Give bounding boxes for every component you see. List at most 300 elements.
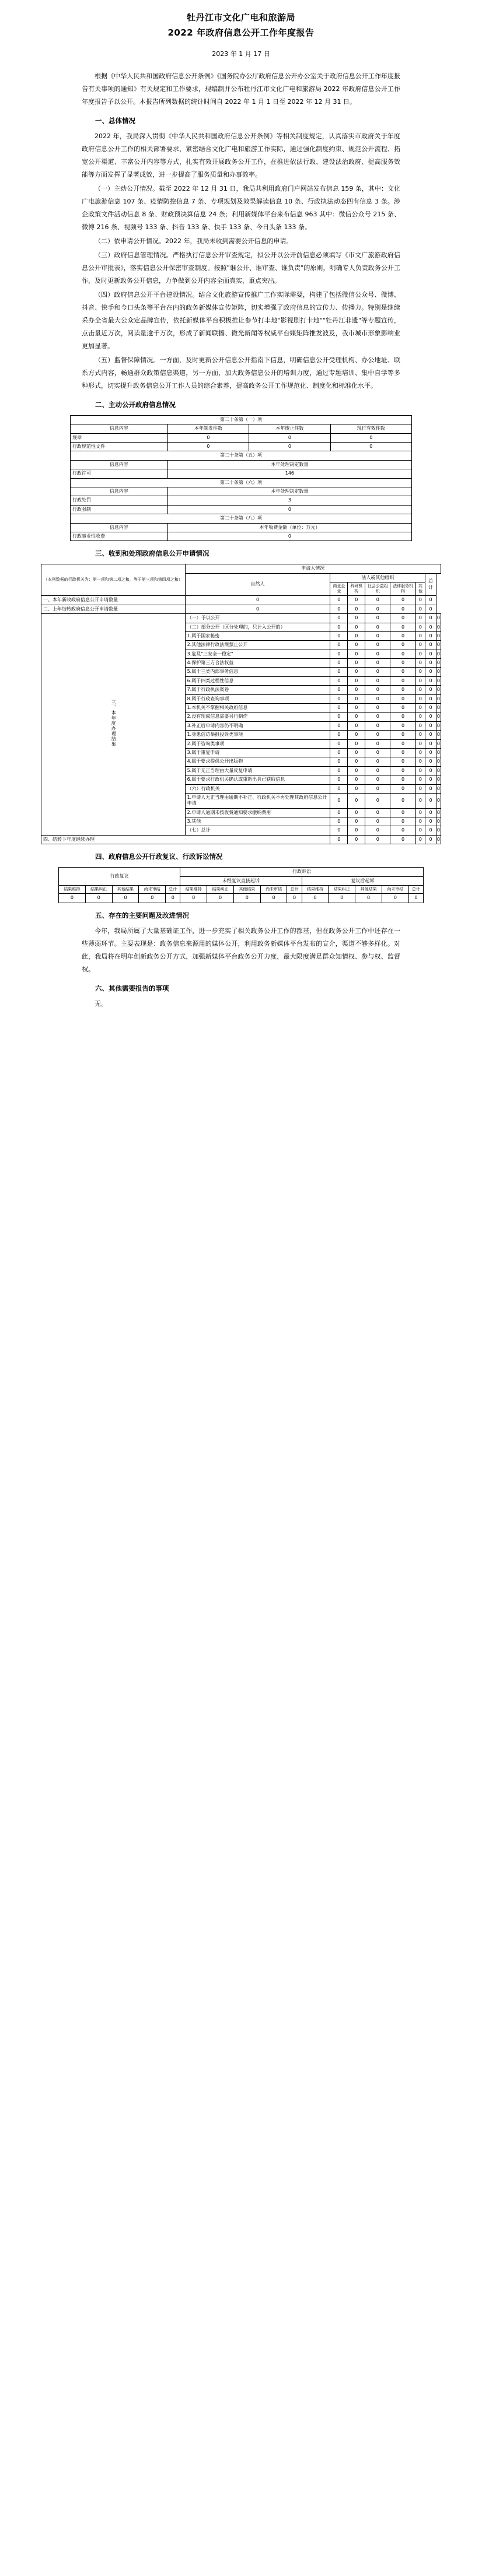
g1-r0-label: 规章 bbox=[71, 433, 168, 442]
t4-after-header: 复议后起诉 bbox=[302, 876, 423, 885]
t4-lawsuit-header: 行政诉讼 bbox=[180, 868, 424, 876]
t4-dv0: 0 bbox=[180, 894, 207, 903]
title-line-2: 2022 年政府信息公开工作年度报告 bbox=[167, 27, 315, 38]
g1-h3: 现行有效件数 bbox=[330, 424, 411, 433]
t3-r14-v3: 0 bbox=[390, 721, 415, 730]
t3-r12-v2: 0 bbox=[365, 704, 390, 713]
t3-r22-v6: 0 bbox=[436, 793, 441, 808]
t3-r14-v1: 0 bbox=[348, 721, 365, 730]
t3-r13-v2: 0 bbox=[365, 713, 390, 721]
t3-r3-v5: 0 bbox=[425, 623, 436, 631]
t4-av4: 0 bbox=[166, 894, 180, 903]
t3-r4-v1: 0 bbox=[348, 631, 365, 640]
t3-r23-v2: 0 bbox=[365, 808, 390, 817]
t3-r4-v6: 0 bbox=[436, 631, 441, 640]
t3-r26-v4: 0 bbox=[415, 835, 425, 844]
t3-r9-v3: 0 bbox=[390, 676, 415, 685]
t3-r12-label: 1.本机关不掌握相关政府信息 bbox=[185, 704, 330, 713]
section-5-p1: 今年，我局所属了大量基础证工作，进一步充实了相关政务公开工作的都基，但在政务公开工作中还存在一些薄弱环节。主要表现是：政务信息来源用的媒体公开，利用政务新媒体平台发布的宣介，渠道不够多样化。对此，我局将在明年创新政务公开方式，加强新媒体平台政务公开力度，最大限度满足群众知情权、参与权、监督权。 bbox=[82, 926, 400, 973]
t3-r13-v4: 0 bbox=[415, 713, 425, 721]
t3-r21-v6: 0 bbox=[436, 784, 441, 793]
t3-r16-v2: 0 bbox=[365, 739, 390, 748]
t3-r4-v2: 0 bbox=[365, 631, 390, 640]
t3-r11-v5: 0 bbox=[425, 694, 436, 703]
t3-r25-v2: 0 bbox=[365, 826, 390, 835]
g2-h0: 信息内容 bbox=[71, 460, 168, 469]
t4-fv0: 0 bbox=[302, 894, 329, 903]
t3-r24-v1: 0 bbox=[348, 817, 365, 826]
t3-r8-v5: 0 bbox=[425, 668, 436, 676]
group2-title: 第二十条第（五）项 bbox=[71, 451, 412, 460]
t3-r7-v4: 0 bbox=[415, 659, 425, 668]
t3-r9-label: 6.属于四类过程性信息 bbox=[185, 676, 330, 685]
t3-r11-v4: 0 bbox=[415, 694, 425, 703]
t3-r19-v5: 0 bbox=[425, 766, 436, 775]
t3-r9-v6: 0 bbox=[436, 676, 441, 685]
t3-r8-v2: 0 bbox=[365, 668, 390, 676]
g2-h1: 本年处理决定数量 bbox=[167, 460, 411, 469]
t3-r13-v1: 0 bbox=[348, 713, 365, 721]
t3-r14-v2: 0 bbox=[365, 721, 390, 730]
t4-f-c4: 总计 bbox=[408, 886, 423, 894]
t3-r5-v2: 0 bbox=[365, 641, 390, 650]
t3-r5-v3: 0 bbox=[390, 641, 415, 650]
t4-dv4: 0 bbox=[287, 894, 302, 903]
publish-date: 2023 年 1 月 17 日 bbox=[212, 50, 270, 58]
t3-r1-v2: 0 bbox=[348, 605, 365, 613]
g4-h1: 本年收费金额（单位：万元） bbox=[167, 523, 411, 532]
t3-r18-v6: 0 bbox=[436, 757, 441, 766]
g3-r0-label: 行政处罚 bbox=[71, 496, 168, 505]
t3-r4-v5: 0 bbox=[425, 631, 436, 640]
t3-r20-v0: 0 bbox=[330, 775, 348, 784]
t3-r14-v5: 0 bbox=[425, 721, 436, 730]
t3-r20-v6: 0 bbox=[436, 775, 441, 784]
table-row bbox=[71, 433, 412, 442]
t3-r13-v6: 0 bbox=[436, 713, 441, 721]
t3-r6-v2: 0 bbox=[365, 650, 390, 658]
g3-r0-v0: 3 bbox=[167, 496, 411, 505]
t3-r11-v2: 0 bbox=[365, 694, 390, 703]
t3-r21-v3: 0 bbox=[390, 784, 415, 793]
table-row bbox=[41, 564, 441, 573]
section-6-title: 六、其他需要报告的事项 bbox=[95, 984, 169, 992]
intro-paragraph: 根据《中华人民共和国政府信息公开条例》《国务院办公厅政府信息公开办公室关于政府信息公开工作年度报告有关事项的通知》有关规定和工作要求，现编制并公布牡丹江市文化广电和旅游局 2022 年政府信息公开工作年度报告予以公开。本报告所列数据的统计时间自 2022 年 1 月 1 日至 2022 年 12 月 31 日。 bbox=[82, 72, 400, 106]
section-3-title: 三、收到和处理政府信息公开申请情况 bbox=[95, 549, 209, 558]
t3-r24-v0: 0 bbox=[330, 817, 348, 826]
g1-h1: 本年制发件数 bbox=[167, 424, 249, 433]
t3-r24-label: 3.其他 bbox=[185, 817, 330, 826]
t3-r10-v2: 0 bbox=[365, 686, 390, 694]
table-row bbox=[71, 424, 412, 433]
document-page bbox=[0, 10, 482, 1020]
t3-r7-v3: 0 bbox=[390, 659, 415, 668]
t3-r13-v3: 0 bbox=[390, 713, 415, 721]
t3-r6-v4: 0 bbox=[415, 650, 425, 658]
table-row bbox=[71, 532, 412, 541]
t3-r6-v0: 0 bbox=[330, 650, 348, 658]
t3-r21-v2: 0 bbox=[365, 784, 390, 793]
t3-r15-v5: 0 bbox=[425, 731, 436, 739]
t3-r17-v0: 0 bbox=[330, 748, 348, 757]
t3-r8-v4: 0 bbox=[415, 668, 425, 676]
g1-r1-v1: 0 bbox=[249, 443, 330, 451]
t3-r16-v3: 0 bbox=[390, 739, 415, 748]
t3-r10-v4: 0 bbox=[415, 686, 425, 694]
t3-r24-v6: 0 bbox=[436, 817, 441, 826]
g1-r1-v2: 0 bbox=[330, 443, 411, 451]
g4-r0-v0: 0 bbox=[167, 532, 411, 541]
t3-r20-v2: 0 bbox=[365, 775, 390, 784]
t3-r22-v0: 0 bbox=[330, 793, 348, 808]
t3-r1-v1: 0 bbox=[330, 605, 348, 613]
t3-r14-v4: 0 bbox=[415, 721, 425, 730]
table3-sub-org: 法人或其他组织 bbox=[330, 573, 425, 582]
section-1-p2: （一）主动公开情况。截至 2022 年 12 月 31 日，我局共利用政府门户网站发布信息 159 条，其中：文化广电旅游信息 107 条、疫情防控信息 7 条、专项规划及效果解读信息 10 条、行政执法动态四有信息 3 条。涉企政策文件活动信息 8 条、财政预决算信息 24 条；利用新媒体平台来布信息 963 其中：微信公众号 215 条、微博 216 条、视频号 133 条、抖音 133 条、快手 133 条、今日头条 133 条。 bbox=[82, 184, 400, 231]
t3-r19-v1: 0 bbox=[348, 766, 365, 775]
t3-r11-v0: 0 bbox=[330, 694, 348, 703]
t3-r13-label: 2.没有现成信息需要另行制作 bbox=[185, 713, 330, 721]
table3-corner: （本列数据的行政机关为：第一项和第二项之和，等于第三项和第四项之和） bbox=[41, 564, 186, 596]
t3-r18-v1: 0 bbox=[348, 757, 365, 766]
group1-title: 第二十条第（一）项 bbox=[71, 415, 412, 424]
t3-r10-v6: 0 bbox=[436, 686, 441, 694]
g1-r1-label: 行政规范性文件 bbox=[71, 443, 168, 451]
g2-r0-label: 行政许可 bbox=[71, 469, 168, 478]
table-row bbox=[59, 868, 424, 876]
table3-org-4: 法律服务机构 bbox=[390, 582, 415, 596]
t3-r15-v1: 0 bbox=[348, 731, 365, 739]
table-4-wrapper bbox=[0, 867, 482, 903]
section-1-p3: （二）依申请公开情况。2022 年，我局未收到需要公开信息的申请。 bbox=[95, 237, 293, 245]
t3-r17-v4: 0 bbox=[415, 748, 425, 757]
table3-side-label: 三、本年度办理结果 bbox=[41, 614, 186, 836]
t3-r18-v4: 0 bbox=[415, 757, 425, 766]
title-line-1: 牡丹江市文化广电和旅游局 bbox=[186, 12, 295, 23]
t4-fv3: 0 bbox=[382, 894, 408, 903]
t3-r6-v5: 0 bbox=[425, 650, 436, 658]
t3-r23-label: 2.申请人逾期未按收费通知要求缴纳费用 bbox=[185, 808, 330, 817]
t3-r5-v5: 0 bbox=[425, 641, 436, 650]
g1-h0: 信息内容 bbox=[71, 424, 168, 433]
t3-r21-v1: 0 bbox=[348, 784, 365, 793]
t3-r4-v0: 0 bbox=[330, 631, 348, 640]
review-lawsuit-table bbox=[58, 867, 424, 903]
section-1-p4: （三）政府信息管理情况。严格执行信息公开审查规定，拟公开以公开前信息必须填写《市文广旅游政府信息公开审批表》，落实信息公开保密审查制度。按照"谁公开、谁审查、谁负责"的原则，明确专人负责政务公开工作，及时更新政务公开信息，力争做到公开内容全面真实、重点突出。 bbox=[82, 251, 400, 285]
t3-r25-v1: 0 bbox=[348, 826, 365, 835]
t3-r26-v0: 0 bbox=[330, 835, 348, 844]
t4-a-c0: 结果维持 bbox=[59, 886, 86, 894]
t4-admin-header: 行政复议 bbox=[59, 868, 180, 886]
t3-r1-label: 二、上年结转政府信息公开申请数量 bbox=[41, 605, 186, 613]
t3-r4-label: 1.属于国家秘密 bbox=[185, 631, 330, 640]
t3-r22-v4: 0 bbox=[415, 793, 425, 808]
section-2-title: 二、主动公开政府信息情况 bbox=[95, 400, 176, 409]
t3-r0-v4: 0 bbox=[390, 596, 415, 605]
t3-r19-v3: 0 bbox=[390, 766, 415, 775]
t3-r3-v1: 0 bbox=[348, 623, 365, 631]
t3-r12-v5: 0 bbox=[425, 704, 436, 713]
table-row bbox=[59, 894, 424, 903]
t3-r7-v0: 0 bbox=[330, 659, 348, 668]
t3-r11-v6: 0 bbox=[436, 694, 441, 703]
t3-r12-v0: 0 bbox=[330, 704, 348, 713]
section-1-p1: 2022 年，我局深入贯彻《中华人民共和国政府信息公开条例》等相关制度规定，认真落实市政府关于年度政府信息公开工作的相关部署要求，紧密结合文化广电和旅游工作实际，通过强化制度约束、规范公开流程、拓宽公开渠道、丰富公开内容等方式，扎实有效开展政务公开工作，在推进依法行政、建设法治政府、提高服务效能等方面发挥了显著成效，进一步提高了服务质量和办事效率。 bbox=[82, 132, 400, 178]
t4-fv4: 0 bbox=[408, 894, 423, 903]
t4-d-c1: 结果纠正 bbox=[207, 886, 234, 894]
table3-sub-total: 总计 bbox=[425, 573, 436, 596]
t3-r21-v0: 0 bbox=[330, 784, 348, 793]
t3-r24-v3: 0 bbox=[390, 817, 415, 826]
t3-r10-v5: 0 bbox=[425, 686, 436, 694]
t3-r7-v1: 0 bbox=[348, 659, 365, 668]
t3-r18-v2: 0 bbox=[365, 757, 390, 766]
request-handling-table bbox=[41, 564, 441, 844]
t4-a-c1: 结果纠正 bbox=[85, 886, 112, 894]
t4-a-c2: 其他结果 bbox=[112, 886, 139, 894]
table3-sub-natural: 自然人 bbox=[185, 573, 330, 596]
t3-r19-v6: 0 bbox=[436, 766, 441, 775]
t3-r9-v4: 0 bbox=[415, 676, 425, 685]
g1-r0-v2: 0 bbox=[330, 433, 411, 442]
t3-r0-v6: 0 bbox=[425, 596, 436, 605]
t4-dv1: 0 bbox=[207, 894, 234, 903]
section-4-head bbox=[0, 850, 482, 864]
document-body bbox=[0, 70, 482, 412]
t3-r5-v1: 0 bbox=[348, 641, 365, 650]
t3-r7-v5: 0 bbox=[425, 659, 436, 668]
t3-r25-label: （七）总计 bbox=[185, 826, 330, 835]
t4-a-c4: 总计 bbox=[166, 886, 180, 894]
t3-r17-label: 3.属于重复申请 bbox=[185, 748, 330, 757]
t3-r2-v5: 0 bbox=[425, 614, 436, 623]
t4-av0: 0 bbox=[59, 894, 86, 903]
t3-r24-v5: 0 bbox=[425, 817, 436, 826]
t3-r7-v6: 0 bbox=[436, 659, 441, 668]
table-row bbox=[59, 886, 424, 894]
t3-r25-v4: 0 bbox=[415, 826, 425, 835]
t3-r10-label: 7.属于行政执法案卷 bbox=[185, 686, 330, 694]
t3-r1-v3: 0 bbox=[365, 605, 390, 613]
t3-r25-v6: 0 bbox=[436, 826, 441, 835]
t3-r23-v3: 0 bbox=[390, 808, 415, 817]
t3-r16-v6: 0 bbox=[436, 739, 441, 748]
t3-r13-v5: 0 bbox=[425, 713, 436, 721]
t3-r17-v1: 0 bbox=[348, 748, 365, 757]
t4-direct-header: 未经复议直接起诉 bbox=[180, 876, 302, 885]
t3-r5-v4: 0 bbox=[415, 641, 425, 650]
t4-av1: 0 bbox=[85, 894, 112, 903]
t3-r25-v5: 0 bbox=[425, 826, 436, 835]
t3-r16-v4: 0 bbox=[415, 739, 425, 748]
page-title bbox=[0, 10, 482, 40]
g4-h0: 信息内容 bbox=[71, 523, 168, 532]
closing-sections bbox=[0, 909, 482, 1010]
t3-r1-v6: 0 bbox=[425, 605, 436, 613]
t3-r1-v0: 0 bbox=[185, 605, 330, 613]
t3-r26-label: 四、结转下年度继续办理 bbox=[41, 835, 330, 844]
t3-r26-v1: 0 bbox=[348, 835, 365, 844]
g3-r1-v0: 0 bbox=[167, 505, 411, 514]
t3-r5-label: 2.其他法律行政法规禁止公开 bbox=[185, 641, 330, 650]
table-row bbox=[71, 487, 412, 496]
t3-r10-v1: 0 bbox=[348, 686, 365, 694]
t3-r22-label: 1.申请人无正当理由逾期不补正、行政机关不再处理其政府信息公开申请 bbox=[185, 793, 330, 808]
t4-dv2: 0 bbox=[233, 894, 260, 903]
t3-r26-v3: 0 bbox=[390, 835, 415, 844]
t3-r5-v6: 0 bbox=[436, 641, 441, 650]
t3-r18-v3: 0 bbox=[390, 757, 415, 766]
t3-r11-label: 8.属于行政查询事项 bbox=[185, 694, 330, 703]
table-row bbox=[41, 835, 441, 844]
section-5-title: 五、存在的主要问题及改进情况 bbox=[95, 911, 189, 920]
t3-r15-v0: 0 bbox=[330, 731, 348, 739]
g1-r0-v0: 0 bbox=[167, 433, 249, 442]
t3-r20-v3: 0 bbox=[390, 775, 415, 784]
t3-r2-v6: 0 bbox=[436, 614, 441, 623]
g2-r0-v0: 146 bbox=[167, 469, 411, 478]
t3-r10-v0: 0 bbox=[330, 686, 348, 694]
t4-d-c4: 总计 bbox=[287, 886, 302, 894]
t4-d-c3: 尚未审结 bbox=[260, 886, 287, 894]
t3-r14-v0: 0 bbox=[330, 721, 348, 730]
t3-r25-v0: 0 bbox=[330, 826, 348, 835]
t3-r21-v5: 0 bbox=[425, 784, 436, 793]
t3-r25-v3: 0 bbox=[390, 826, 415, 835]
t3-r0-v2: 0 bbox=[348, 596, 365, 605]
t4-f-c2: 其他结果 bbox=[355, 886, 382, 894]
section-1-p5: （四）政府信息公开平台建设情况。结合文化旅游宣传推广工作实际需要，构建了包括微信公众号、微博、抖音、快手和今日头条等平台在内的政务新媒体宣传矩阵，切实增强了政府信息的宣传力、传播力。特别是继续采办全省最大公众定品牌宣传，依托新媒体平台积极推让参节打丰地"影视剧打卡地""牡丹江非遗"等专题宣传，点击量近万次，阅读量逾千万次，形成了新闻联播、微光新闻等权威平台媒矩阵推发波及，我市城市形象影响业更加显著。 bbox=[82, 290, 400, 350]
t3-r9-v2: 0 bbox=[365, 676, 390, 685]
t4-fv1: 0 bbox=[329, 894, 355, 903]
t3-r3-v0: 0 bbox=[330, 623, 348, 631]
t3-r1-v5: 0 bbox=[415, 605, 425, 613]
t3-r9-v1: 0 bbox=[348, 676, 365, 685]
t3-r26-v2: 0 bbox=[365, 835, 390, 844]
t3-r19-label: 5.属于无正当理由大量反复申请 bbox=[185, 766, 330, 775]
t3-r17-v5: 0 bbox=[425, 748, 436, 757]
t3-r0-v0: 0 bbox=[185, 596, 330, 605]
t3-r12-v3: 0 bbox=[390, 704, 415, 713]
main-disclosure-table bbox=[70, 415, 412, 541]
t3-r14-label: 3.补正后申请内容仍不明确 bbox=[185, 721, 330, 730]
t3-r0-label: 一、本年新收政府信息公开申请数量 bbox=[41, 596, 186, 605]
t3-r12-v4: 0 bbox=[415, 704, 425, 713]
t4-a-c3: 尚未审结 bbox=[139, 886, 166, 894]
t4-f-c3: 尚未审结 bbox=[382, 886, 408, 894]
t3-r16-v1: 0 bbox=[348, 739, 365, 748]
t3-r23-v5: 0 bbox=[425, 808, 436, 817]
table-row bbox=[71, 514, 412, 523]
table3-org-2: 科研机构 bbox=[348, 582, 365, 596]
t3-r18-label: 4.属于要求提供公开出版物 bbox=[185, 757, 330, 766]
g3-r1-label: 行政强制 bbox=[71, 505, 168, 514]
t4-f-c1: 结果纠正 bbox=[329, 886, 355, 894]
t3-r15-v3: 0 bbox=[390, 731, 415, 739]
t3-r7-label: 4.保护第三方合法权益 bbox=[185, 659, 330, 668]
t3-r11-v1: 0 bbox=[348, 694, 365, 703]
t3-r6-v1: 0 bbox=[348, 650, 365, 658]
section-3-head bbox=[0, 547, 482, 560]
t3-r0-v3: 0 bbox=[365, 596, 390, 605]
g3-h0: 信息内容 bbox=[71, 487, 168, 496]
t3-r12-v1: 0 bbox=[348, 704, 365, 713]
group4-title: 第二十条第（八）项 bbox=[71, 514, 412, 523]
t3-r15-label: 1.身患信访举报投诉类事项 bbox=[185, 731, 330, 739]
t3-r18-v5: 0 bbox=[425, 757, 436, 766]
table-row bbox=[71, 460, 412, 469]
t3-r1-v4: 0 bbox=[390, 605, 415, 613]
t3-r0-v1: 0 bbox=[330, 596, 348, 605]
t3-r19-v4: 0 bbox=[415, 766, 425, 775]
g1-r1-v0: 0 bbox=[167, 443, 249, 451]
table-row bbox=[71, 443, 412, 451]
t3-r8-v0: 0 bbox=[330, 668, 348, 676]
t3-r4-v4: 0 bbox=[415, 631, 425, 640]
table-row bbox=[71, 496, 412, 505]
t3-r16-v0: 0 bbox=[330, 739, 348, 748]
t4-av3: 0 bbox=[139, 894, 166, 903]
t3-r20-v1: 0 bbox=[348, 775, 365, 784]
t3-r8-v3: 0 bbox=[390, 668, 415, 676]
group3-title: 第二十条第（六）项 bbox=[71, 478, 412, 487]
t3-r24-v2: 0 bbox=[365, 817, 390, 826]
t3-r3-v4: 0 bbox=[415, 623, 425, 631]
section-1-title: 一、总体情况 bbox=[95, 116, 135, 125]
t3-r22-v1: 0 bbox=[348, 793, 365, 808]
t3-r15-v6: 0 bbox=[436, 731, 441, 739]
t4-d-c0: 结果维持 bbox=[180, 886, 207, 894]
table3-top-header: 申请人情况 bbox=[185, 564, 441, 573]
t3-r6-label: 3.危及"三安全一稳定" bbox=[185, 650, 330, 658]
t4-fv2: 0 bbox=[355, 894, 382, 903]
section-6-p1: 无。 bbox=[95, 999, 107, 1008]
t3-r20-label: 6.属于要求行政机关确认或重新出具已获取信息 bbox=[185, 775, 330, 784]
table3-org-1: 商业企业 bbox=[330, 582, 348, 596]
t3-r2-label: （一）予以公开 bbox=[185, 614, 330, 623]
g1-h2: 本年废止件数 bbox=[249, 424, 330, 433]
t3-r8-label: 5.属于三类内部事务信息 bbox=[185, 668, 330, 676]
t3-r6-v6: 0 bbox=[436, 650, 441, 658]
t4-av2: 0 bbox=[112, 894, 139, 903]
t3-r22-v2: 0 bbox=[365, 793, 390, 808]
t3-r5-v0: 0 bbox=[330, 641, 348, 650]
t3-r24-v4: 0 bbox=[415, 817, 425, 826]
table3-org-5: 其他 bbox=[415, 582, 425, 596]
t3-r11-v3: 0 bbox=[390, 694, 415, 703]
table-row bbox=[71, 451, 412, 460]
table-3-wrapper bbox=[0, 564, 482, 844]
t3-r2-v4: 0 bbox=[415, 614, 425, 623]
t3-r4-v3: 0 bbox=[390, 631, 415, 640]
t4-f-c0: 结果维持 bbox=[302, 886, 329, 894]
t3-r12-v6: 0 bbox=[436, 704, 441, 713]
t3-r21-v4: 0 bbox=[415, 784, 425, 793]
t3-r21-label: （六）行政机关 bbox=[185, 784, 330, 793]
t3-r15-v4: 0 bbox=[415, 731, 425, 739]
t3-r3-v3: 0 bbox=[390, 623, 415, 631]
t3-r3-v2: 0 bbox=[365, 623, 390, 631]
table-row bbox=[71, 478, 412, 487]
t3-r22-v5: 0 bbox=[425, 793, 436, 808]
table-row bbox=[71, 523, 412, 532]
t3-r2-v3: 0 bbox=[390, 614, 415, 623]
t3-r9-v0: 0 bbox=[330, 676, 348, 685]
t4-dv3: 0 bbox=[260, 894, 287, 903]
t3-r0-v5: 0 bbox=[415, 596, 425, 605]
table3-org-3: 社会公益组织 bbox=[365, 582, 390, 596]
table-row bbox=[71, 505, 412, 514]
